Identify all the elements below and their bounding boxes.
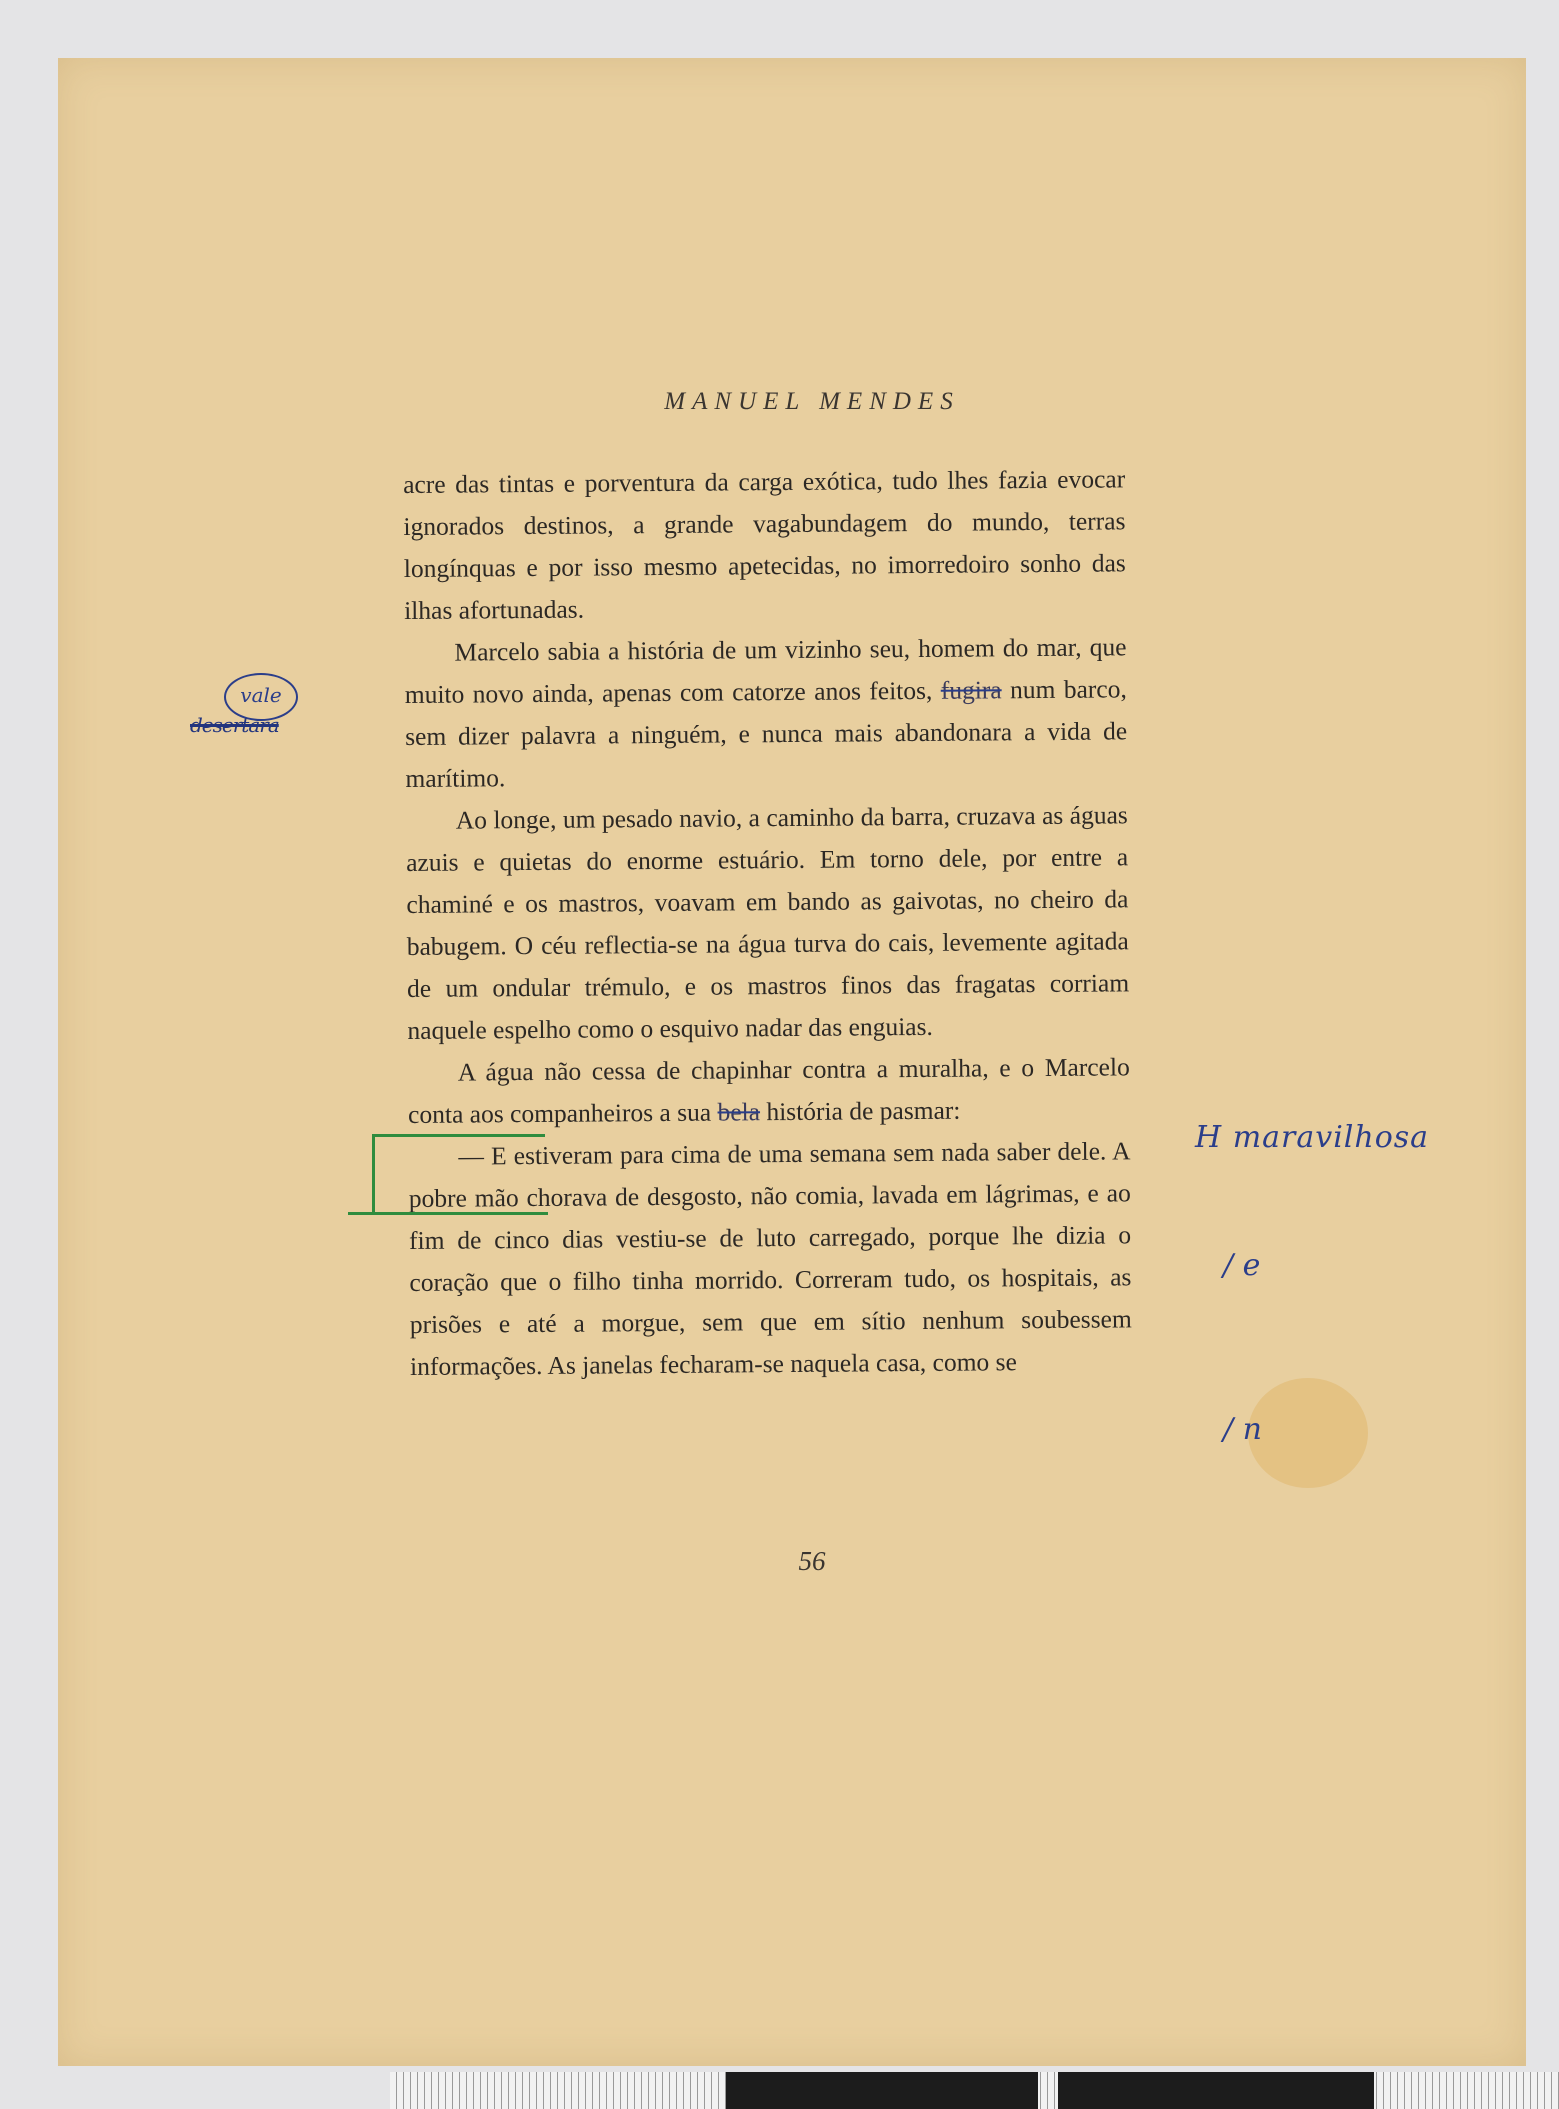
paragraph: Ao longe, um pesado navio, a caminho da barra, cruzava as águas azuis e quietas do enorme estuário. Em torno dele, por entre a chaminé e os mastros, voavam em bando as gaivotas, no cheiro da babugem. O céu reflectia-se na água turva do cais, levemente agitada de um ondular trémulo, e os mastros finos das fragatas corriam naquele espelho como o esquivo nadar das enguias. — [406, 800, 1130, 1045]
paper-stain — [1248, 1378, 1368, 1488]
green-bracket-mark — [372, 1134, 545, 1215]
ruler-black-block — [1058, 2072, 1374, 2109]
paragraph: acre das tintas e porventura da carga exótica, tudo lhes fazia evocar ignorados destinos, a grande vagabundagem do mundo, terras longínquas e por isso mesmo apetecidas, no imorredoiro sonho das ilhas afortunadas. — [403, 464, 1126, 625]
margin-note-maravilhosa: H maravilhosa — [1195, 1120, 1430, 1155]
margin-note-n: / n — [1223, 1412, 1262, 1447]
paragraph: — E estiveram para cima de uma semana sem nada saber dele. A pobre mão chorava de desgosto, não comia, lavada em lágrimas, e ao fim de cinco dias vestiu-se de luto carregado, porque lhe dizia o coração que o filho tinha morrido. Correram tudo, os hospitais, as prisões e até a morgue, sem que em sítio nenhum soubessem informações. As janelas fecharam-se naquela casa, como se — [408, 1136, 1132, 1381]
manuscript-page — [58, 58, 1526, 2066]
ruler-black-block — [726, 2072, 1038, 2109]
margin-note-vale: vale — [224, 673, 298, 721]
struck-word: bela — [717, 1097, 761, 1127]
green-underline-mark — [348, 1212, 548, 1215]
paragraph: Marcelo sabia a história de um vizinho seu, homem do mar, que muito novo ainda, apenas com catorze anos feitos, fugira num barco, sem dizer palavra a ninguém, e nunca mais abandonara a vida de marítimo. — [404, 632, 1128, 793]
margin-note-scribble: desertara — [190, 713, 279, 737]
paragraph: A água não cessa de chapinhar contra a muralha, e o Marcelo conta aos companheiros a sua bela história de pasmar: — [407, 1052, 1130, 1129]
page-number: 56 — [798, 1546, 826, 1576]
scale-ruler — [390, 2072, 1559, 2109]
margin-note-e: / e — [1223, 1248, 1261, 1283]
running-head: MANUEL MENDES — [664, 388, 960, 415]
struck-word: fugira — [940, 675, 1002, 705]
body-text — [403, 458, 1132, 1388]
